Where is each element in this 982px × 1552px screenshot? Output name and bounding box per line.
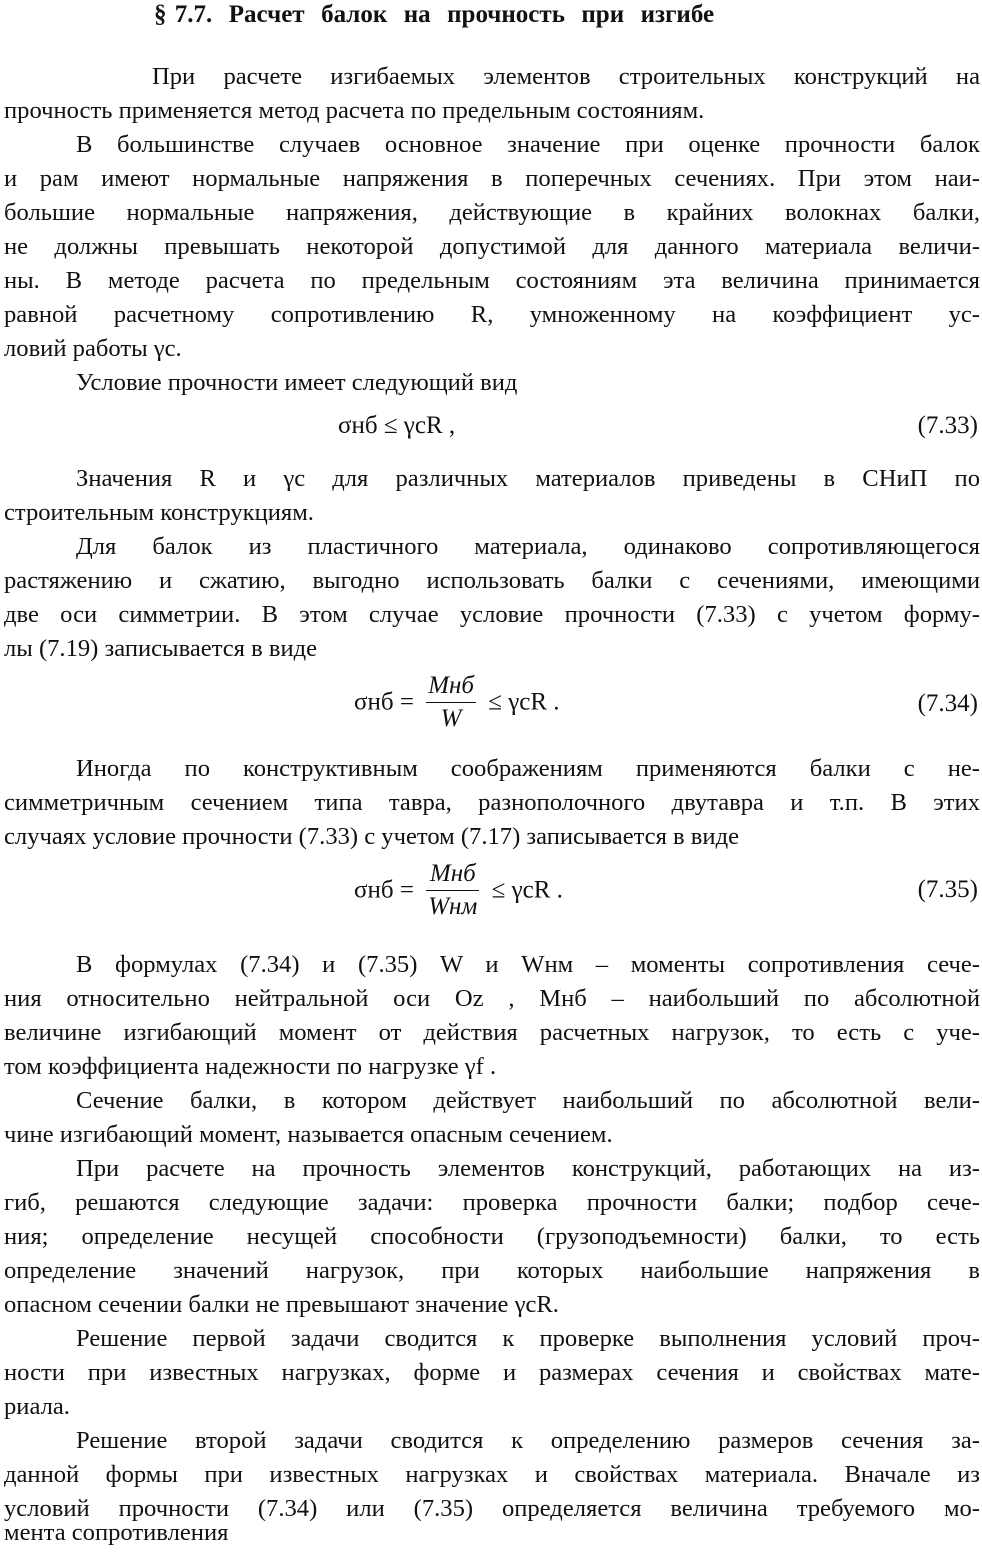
equation-number: (7.33): [917, 412, 978, 439]
equation-7-33: σнб ≤ γcR ,: [338, 412, 456, 439]
fraction-numerator: Mнб: [428, 672, 474, 699]
text-line: чине изгибающий момент, называется опасным сечением.: [4, 1121, 613, 1148]
text-line: ловий работы γc.: [4, 335, 182, 362]
text-line: определение значений нагрузок, при которых наибольшие напряжения в: [4, 1257, 980, 1284]
equation-7-35: [354, 860, 563, 921]
text-line: Значения R и γc для различных материалов приведены в СНиП по: [76, 465, 980, 492]
text-line: симметричным сечением типа тавра, разнополочного двутавра и т.п. В этих: [4, 789, 980, 816]
fraction-denominator: W: [426, 702, 476, 733]
text-line: ния; определение несущей способности (грузоподъемности) балки, то есть: [4, 1223, 980, 1250]
fraction: [426, 860, 479, 921]
text-line: риала.: [4, 1393, 70, 1420]
equation-number: (7.35): [917, 876, 978, 903]
text-line: В большинстве случаев основное значение при оценке прочности балок: [76, 131, 980, 158]
text-line: лы (7.19) записывается в виде: [4, 635, 318, 662]
fraction: [426, 672, 476, 733]
text-line: ности при известных нагрузках, форме и размерах сечения и свойствах мате-: [4, 1359, 980, 1386]
text-line: В формулах (7.34) и (7.35) W и Wнм – моменты сопротивления сече-: [76, 951, 980, 978]
equation-number: (7.34): [917, 690, 978, 717]
text-line: большие нормальные напряжения, действующие в крайних волокнах балки,: [4, 199, 980, 226]
text-line: условий прочности (7.34) или (7.35) определяется величина требуемого мо-: [4, 1495, 980, 1522]
equation-lhs: σнб =: [354, 688, 414, 716]
fraction-numerator: Mнб: [429, 860, 476, 887]
section-title: § 7.7. Расчет балок на прочность при изгибе: [154, 1, 715, 28]
text-line: и рам имеют нормальные напряжения в поперечных сечениях. При этом наи-: [4, 165, 980, 192]
text-line: две оси симметрии. В этом случае условие прочности (7.33) с учетом форму-: [4, 601, 980, 628]
text-line: При расчете изгибаемых элементов строительных конструкций на: [152, 63, 980, 90]
text-line: данной формы при известных нагрузках и свойствах материала. Вначале из: [4, 1461, 980, 1488]
text-line: мента сопротивления: [4, 1519, 229, 1546]
text-line: растяжению и сжатию, выгодно использовать балки с сечениями, имеющими: [4, 567, 980, 594]
text-line: При расчете на прочность элементов конструкций, работающих на из-: [76, 1155, 980, 1182]
text-line: Решение второй задачи сводится к определению размеров сечения за-: [76, 1427, 980, 1454]
equation-7-34: [354, 672, 560, 733]
text-line: Иногда по конструктивным соображениям применяются балки с не-: [76, 755, 980, 782]
text-line: ния относительно нейтральной оси Oz , Mнб – наибольший по абсолютной: [4, 985, 980, 1012]
equation-rhs: ≤ γcR .: [491, 876, 563, 904]
text-line: прочность применяется метод расчета по предельным состояниям.: [4, 97, 705, 124]
equation-lhs: σнб =: [354, 876, 414, 904]
text-line: равной расчетному сопротивлению R, умноженному на коэффициент ус-: [4, 301, 980, 328]
text-line: Решение первой задачи сводится к проверке выполнения условий проч-: [76, 1325, 980, 1352]
text-line: ны. В методе расчета по предельным состояниям эта величина принимается: [4, 267, 980, 294]
text-line: том коэффициента надежности по нагрузке γf .: [4, 1053, 497, 1080]
text-line: строительным конструкциям.: [4, 499, 314, 526]
text-line: Условие прочности имеет следующий вид: [76, 369, 518, 396]
text-line: случаях условие прочности (7.33) с учетом (7.17) записывается в виде: [4, 823, 740, 850]
fraction-denominator: Wнм: [426, 890, 479, 921]
text-line: Сечение балки, в котором действует наибольший по абсолютной вели-: [76, 1087, 980, 1114]
text-line: Для балок из пластичного материала, одинаково сопротивляющегося: [76, 533, 980, 560]
text-line: не должны превышать некоторой допустимой для данного материала величи-: [4, 233, 980, 260]
text-line: опасном сечении балки не превышают значение γcR.: [4, 1291, 559, 1318]
equation-rhs: ≤ γcR .: [488, 688, 560, 716]
text-line: гиб, решаются следующие задачи: проверка прочности балки; подбор сече-: [4, 1189, 980, 1216]
text-line: величине изгибающий момент от действия расчетных нагрузок, то есть с уче-: [4, 1019, 980, 1046]
